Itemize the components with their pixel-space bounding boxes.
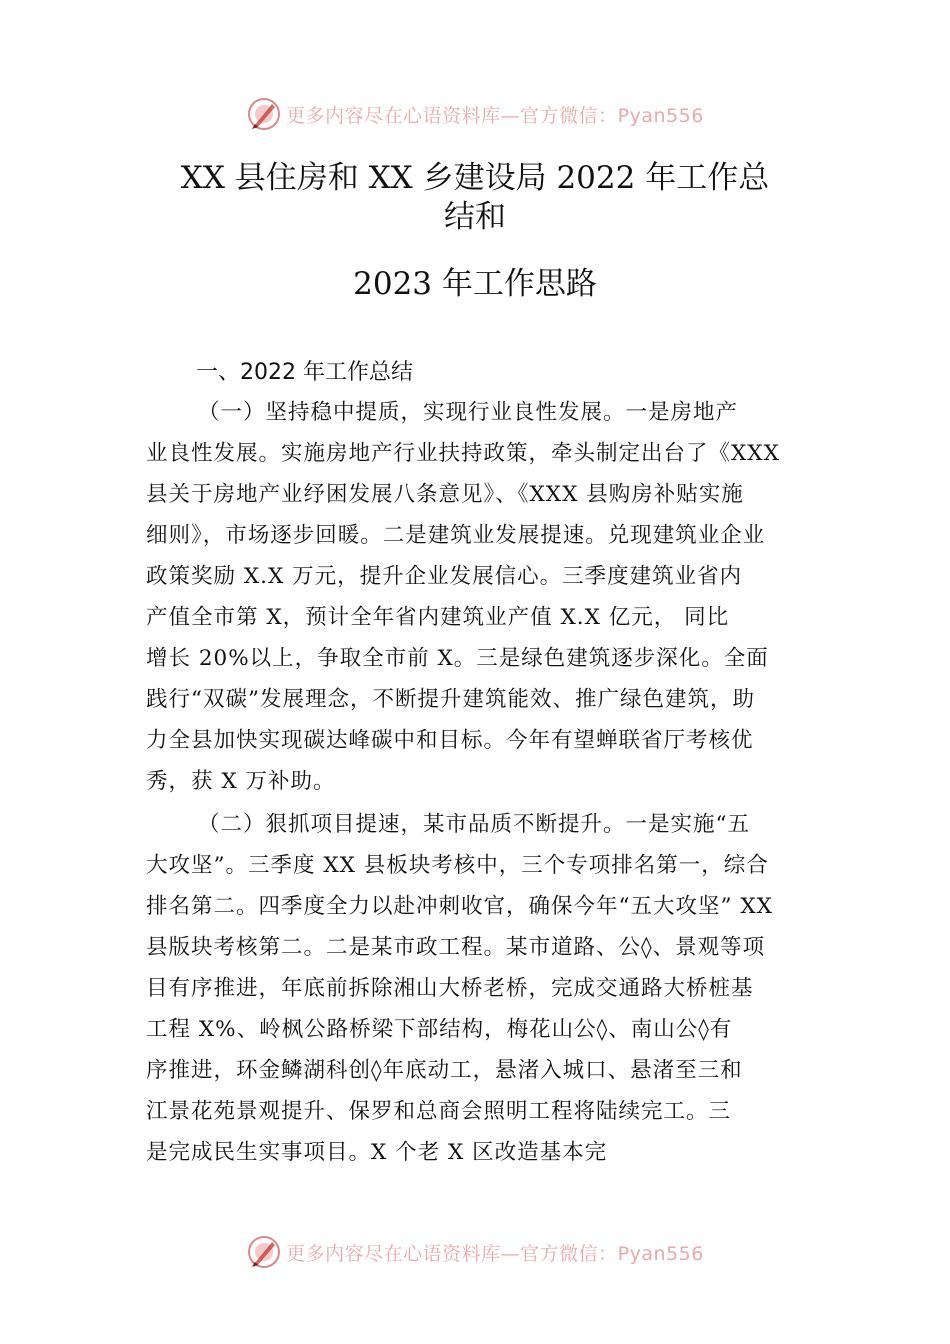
paragraph-line: 产值全市第 X，预计全年省内建筑业产值 X.X 亿元， 同比: [146, 605, 730, 630]
paragraph-line: 序推进，环金鳞湖科创◊年底动工，悬渚入城口、悬渚至三和: [146, 1058, 743, 1083]
pen-circle-logo-icon: [246, 96, 282, 132]
paragraph-line: 是完成民生实事项目。X 个老 X 区改造基本完: [146, 1140, 608, 1165]
paragraph-line: 江景花苑景观提升、保罗和总商会照明工程将陆续完工。三: [146, 1099, 732, 1124]
section-heading: 一、2022 年工作总结: [196, 360, 413, 385]
document-title-line-2: 结和: [444, 199, 506, 235]
paragraph-line: 力全县加快实现碳达峰碳中和目标。今年有望蝉联省厅考核优: [146, 728, 754, 753]
paragraph-1: [146, 392, 836, 802]
paragraph-line: 业良性发展。实施房地产行业扶持政策，牵头制定出台了《XXX: [146, 441, 780, 466]
paragraph-line: 细则》，市场逐步回暖。二是建筑业发展提速。兑现建筑业企业: [146, 523, 766, 548]
pen-circle-logo-icon: [246, 1234, 282, 1270]
paragraph-line: （一）坚持稳中提质，实现行业良性发展。一是房地产: [198, 400, 739, 425]
watermark-text: 更多内容尽在心语资料库—官方微信：Pyan556: [286, 1242, 704, 1265]
paragraph-line: 县关于房地产业纾困发展八条意见》、《XXX 县购房补贴实施: [146, 482, 744, 507]
paragraph-line: 大攻坚”。三季度 XX 县板块考核中，三个专项排名第一，综合: [146, 853, 769, 878]
paragraph-line: 秀，获 X 万补助。: [146, 769, 336, 794]
paragraph-line: 目有序推进，年底前拆除湘山大桥老桥，完成交通路大桥桩基: [146, 976, 754, 1001]
watermark-header: [0, 94, 950, 134]
paragraph-line: 工程 X%、岭枫公路桥梁下部结构，梅花山公◊、南山公◊有: [146, 1017, 733, 1042]
wechat-id: Pyan556: [617, 104, 704, 127]
paragraph-line: 排名第二。四季度全力以赴冲刺收官，确保今年“五大攻坚” XX: [146, 894, 773, 919]
wechat-id: Pyan556: [617, 1242, 704, 1265]
paragraph-line: 践行“双碳”发展理念，不断提升建筑能效、推广绿色建筑，助: [146, 687, 755, 712]
document-title-line-1: XX 县住房和 XX 乡建设局 2022 年工作总: [180, 160, 770, 196]
paragraph-line: 增长 20%以上，争取全市前 X。三是绿色建筑逐步深化。全面: [146, 646, 769, 671]
paragraph-2: [146, 804, 836, 1173]
document-subtitle: 2023 年工作思路: [353, 266, 597, 302]
watermark-footer: [0, 1232, 950, 1272]
paragraph-line: 县版块考核第二。二是某市政工程。某市道路、公◊、景观等项: [146, 935, 766, 960]
paragraph-line: 政策奖励 X.X 万元，提升企业发展信心。三季度建筑业省内: [146, 564, 743, 589]
watermark-text: 更多内容尽在心语资料库—官方微信：Pyan556: [286, 104, 704, 127]
paragraph-line: （二）狠抓项目提速，某市品质不断提升。一是实施“五: [198, 812, 750, 837]
